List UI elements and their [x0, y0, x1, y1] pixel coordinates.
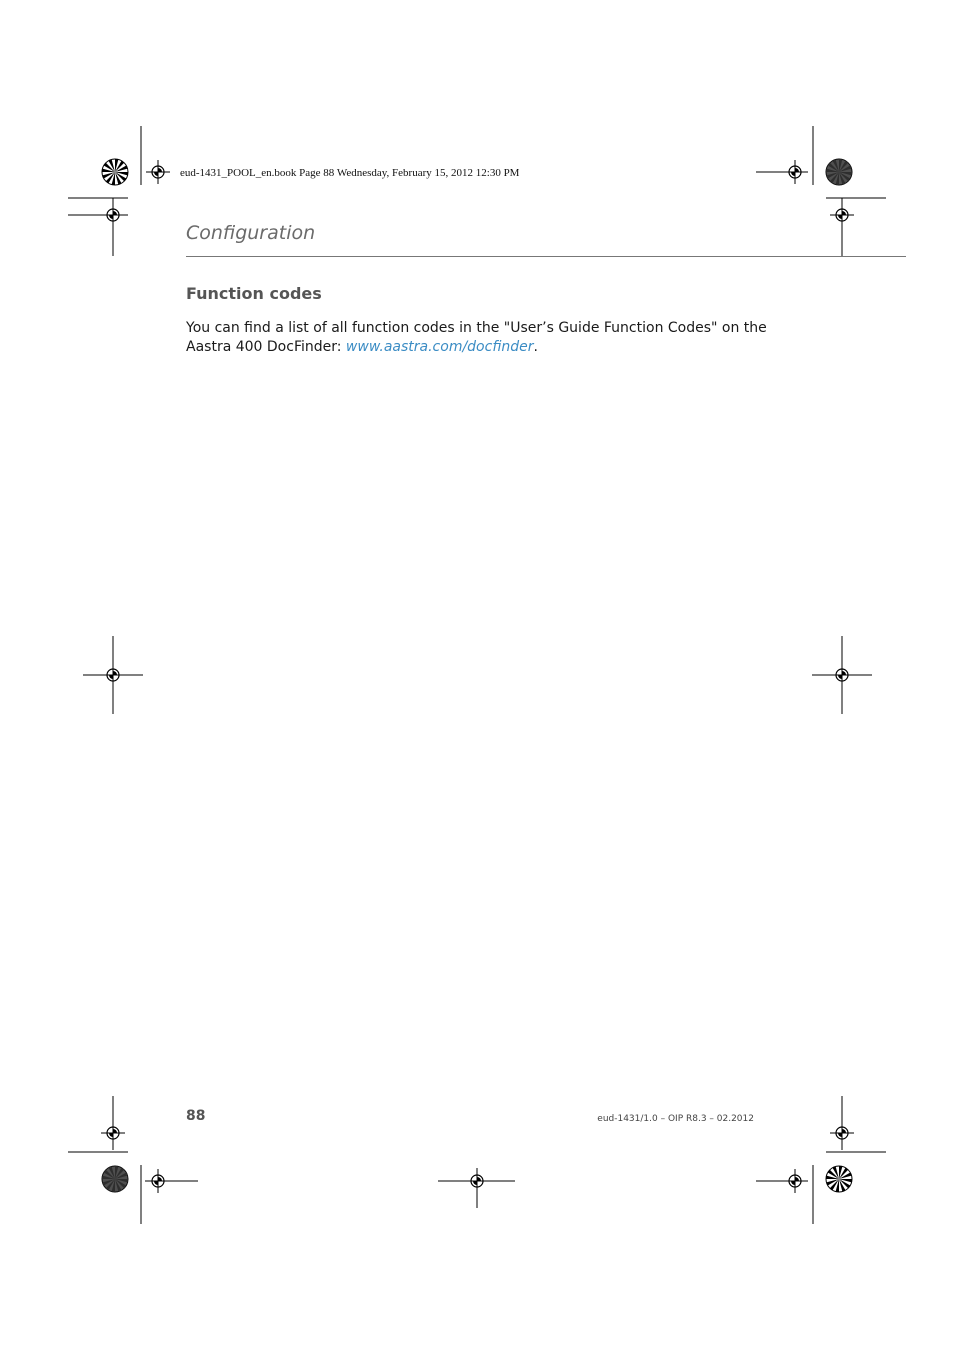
color-target-icon [102, 1166, 128, 1192]
paragraph-end: . [533, 339, 538, 355]
paragraph-text: You can find a list of all function codes in the "User’s Guide Function Codes" on the Aastra 400 DocFinder: [186, 320, 767, 355]
print-slug: eud-1431_POOL_en.book Page 88 Wednesday, February 15, 2012 12:30 PM [180, 167, 520, 179]
document-id: eud-1431/1.0 – OIP R8.3 – 02.2012 [597, 1114, 754, 1124]
docfinder-link[interactable]: www.aastra.com/docfinder [345, 339, 534, 355]
color-target-icon [826, 159, 852, 185]
page-number: 88 [186, 1108, 206, 1124]
color-target-icon [826, 1166, 852, 1192]
registration-mark-icon [146, 160, 170, 184]
body-paragraph [186, 319, 786, 357]
section-title: Configuration [186, 222, 316, 244]
color-target-icon [102, 159, 128, 185]
page-heading: Function codes [186, 284, 322, 303]
header-divider [186, 256, 906, 257]
